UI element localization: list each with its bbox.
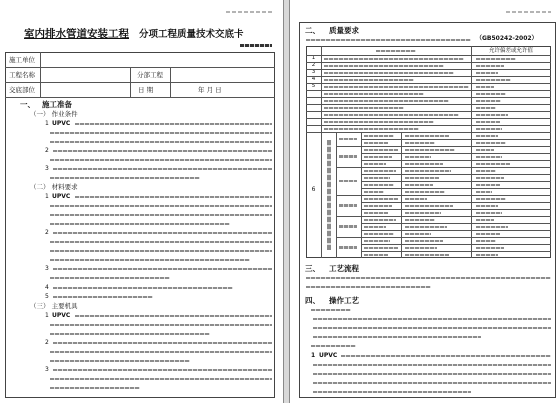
text-line xyxy=(50,241,272,244)
table-cell-text xyxy=(476,114,508,117)
form-code xyxy=(240,44,272,47)
text-line xyxy=(50,223,230,226)
text-line xyxy=(50,141,272,144)
table-rule xyxy=(5,97,275,98)
table-cell-text xyxy=(476,247,504,250)
table-cell-text xyxy=(364,205,392,208)
item-number: 3 xyxy=(45,366,49,373)
table-rule xyxy=(5,82,275,83)
text-line xyxy=(75,196,272,199)
subsection-title: （二） 材料要求 xyxy=(30,183,78,191)
table-rule xyxy=(306,97,551,98)
subsection-title: （一） 作业条件 xyxy=(30,110,78,118)
table-rule xyxy=(361,174,551,175)
table-cell-text xyxy=(476,233,500,236)
table-cell-text xyxy=(405,149,455,152)
page-title xyxy=(24,28,244,41)
table-cell-text xyxy=(405,247,437,250)
section-number: 一、 xyxy=(20,100,35,109)
text-line xyxy=(53,232,272,235)
table-rule xyxy=(361,209,551,210)
text-line xyxy=(306,39,471,42)
table-rule xyxy=(361,223,551,224)
text-line xyxy=(50,159,272,162)
table-cell-text xyxy=(476,156,502,159)
table-rule xyxy=(361,160,551,161)
table-cell-text xyxy=(476,86,494,89)
table-cell-text xyxy=(324,114,459,117)
construction-unit-label: 施工单位 xyxy=(9,56,35,64)
text-line xyxy=(53,296,153,299)
text-line xyxy=(50,177,200,180)
table-cell-text xyxy=(364,142,388,145)
table-cell-text xyxy=(476,163,510,166)
table-rule xyxy=(306,132,551,133)
table-group-label xyxy=(339,204,357,207)
table-group-label xyxy=(339,155,357,158)
text-line xyxy=(313,373,551,376)
table-cell-text xyxy=(324,93,424,96)
table-rule xyxy=(306,69,551,70)
text-line xyxy=(50,351,272,354)
table-cell-text xyxy=(364,219,396,222)
text-line xyxy=(53,168,272,171)
text-line xyxy=(53,342,272,345)
row-number: 5 xyxy=(311,83,316,89)
title-sub: 分项工程质量技术交底卡 xyxy=(139,29,244,40)
date-value: 年 月 日 xyxy=(198,86,222,94)
table-rule xyxy=(5,67,275,68)
table-cell-text xyxy=(405,205,453,208)
table-cell-text xyxy=(364,233,394,236)
table-rule xyxy=(361,251,551,252)
table-cell-text xyxy=(476,212,502,215)
table-cell-text xyxy=(324,100,449,103)
table-cell-text xyxy=(476,58,516,61)
table-cell-text xyxy=(476,121,500,124)
table-group-label xyxy=(339,246,357,249)
item-number: 5 xyxy=(45,293,49,300)
item-number: 3 xyxy=(45,165,49,172)
table-rule xyxy=(361,230,551,231)
row-number: 6 xyxy=(311,186,316,193)
project-name-label: 工程名称 xyxy=(9,71,35,79)
text-line xyxy=(50,360,190,363)
subsection-title: （三） 主要机具 xyxy=(30,302,78,310)
page-number-header xyxy=(506,11,551,13)
section-title: 施工准备 xyxy=(42,100,72,109)
text-line xyxy=(341,355,551,358)
table-rule xyxy=(361,139,551,140)
item-number: 1 xyxy=(45,120,49,127)
text-line xyxy=(50,250,272,253)
table-rule xyxy=(361,153,551,154)
table-cell-text xyxy=(405,254,449,257)
row-number: 3 xyxy=(311,69,316,75)
item-number: 2 xyxy=(45,339,49,346)
table-rule xyxy=(306,62,551,63)
item-number: 3 xyxy=(45,265,49,272)
table-cell-text xyxy=(476,149,494,152)
table-rule xyxy=(40,52,41,97)
table-rule xyxy=(336,216,551,217)
table-cell-text xyxy=(324,65,444,68)
page-number-header xyxy=(226,11,272,13)
table-rule xyxy=(306,118,551,119)
table-cell-text xyxy=(405,191,445,194)
text-line xyxy=(313,336,481,339)
table-rule xyxy=(361,188,551,189)
document-page-right xyxy=(289,0,560,403)
table-cell-text xyxy=(405,233,431,236)
table-cell-text xyxy=(364,149,398,152)
location-label: 交底部位 xyxy=(9,86,35,94)
table-cell-text xyxy=(364,240,390,243)
text-line xyxy=(313,391,471,394)
table-rule xyxy=(306,111,551,112)
table-rule xyxy=(336,195,551,196)
table-cell-text xyxy=(405,198,427,201)
table-cell-text xyxy=(364,135,394,138)
table-cell-text xyxy=(476,79,511,82)
table-cell-text xyxy=(405,212,441,215)
table-cell-text xyxy=(364,191,384,194)
table-cell-text xyxy=(476,107,496,110)
table-cell-text xyxy=(364,163,386,166)
table-cell-text xyxy=(476,205,498,208)
table-cell-text xyxy=(476,219,494,222)
table-cell-text xyxy=(324,128,419,131)
row-number: 1 xyxy=(311,55,316,61)
division-label: 分部工程 xyxy=(137,71,163,79)
table-cell-text xyxy=(476,191,492,194)
table-cell-text xyxy=(405,240,443,243)
table-cell-text xyxy=(476,254,498,257)
table-rule xyxy=(336,167,551,168)
table-cell-text xyxy=(364,212,388,215)
text-line xyxy=(50,205,272,208)
section-title: 质量要求 xyxy=(329,26,359,35)
column-header-item xyxy=(376,50,416,53)
section-number: 二、 xyxy=(305,26,320,35)
text-line xyxy=(50,387,140,390)
item-number: 1 xyxy=(45,193,49,200)
table-cell-text xyxy=(405,163,443,166)
text-line xyxy=(50,259,250,262)
table-rule xyxy=(306,83,551,84)
table-cell-text xyxy=(405,156,431,159)
item-number: 1 xyxy=(45,312,49,319)
keyword: UPVC xyxy=(52,312,71,319)
table-group-label xyxy=(339,180,357,183)
text-line xyxy=(75,315,272,318)
row-number: 2 xyxy=(311,62,316,68)
table-rule xyxy=(471,46,472,258)
text-line xyxy=(75,123,272,126)
table-cell-text xyxy=(476,100,501,103)
row-number: 4 xyxy=(311,76,316,82)
keyword: UPVC xyxy=(52,193,71,200)
table-cell-text xyxy=(364,177,390,180)
standard-code: （GB50242-2002） xyxy=(476,35,538,42)
text-line xyxy=(53,287,233,290)
table-cell-text xyxy=(476,135,498,138)
table-rule xyxy=(336,146,551,147)
table-cell-text xyxy=(476,184,500,187)
item-number: 1 xyxy=(311,352,316,359)
table-cell-text xyxy=(405,184,433,187)
text-line xyxy=(313,382,551,385)
table-cell-text xyxy=(364,254,388,257)
item-number: 4 xyxy=(45,284,49,291)
text-line xyxy=(311,309,351,312)
table-cell-text xyxy=(476,142,506,145)
text-line xyxy=(50,214,272,217)
keyword: UPVC xyxy=(319,352,338,359)
table-rule xyxy=(361,202,551,203)
section-number: 三、 xyxy=(305,264,320,273)
table-rule xyxy=(306,125,551,126)
section-number: 四、 xyxy=(305,296,320,305)
table-cell-text xyxy=(405,226,447,229)
table-cell-text xyxy=(364,184,394,187)
table-cell-text xyxy=(405,177,439,180)
text-line xyxy=(53,369,272,372)
table-rule xyxy=(321,46,322,258)
text-line xyxy=(313,318,551,321)
text-line xyxy=(50,324,272,327)
table-cell-text xyxy=(476,177,504,180)
table-cell-text xyxy=(476,240,496,243)
text-line xyxy=(313,327,551,330)
table-rule xyxy=(306,104,551,105)
table-cell-text xyxy=(476,72,498,75)
text-line xyxy=(311,345,356,348)
text-line xyxy=(50,333,210,336)
column-header-tolerance: 允许偏差或允许值 xyxy=(488,48,533,54)
table-cell-text xyxy=(364,198,398,201)
table-cell-text xyxy=(324,121,434,124)
table-cell-text xyxy=(324,107,404,110)
text-line xyxy=(50,277,170,280)
text-line xyxy=(53,150,272,153)
table-cell-text xyxy=(476,65,504,68)
table-rule xyxy=(306,55,551,56)
table-rule xyxy=(306,90,551,91)
table-cell-text xyxy=(364,156,392,159)
table-cell-text xyxy=(476,226,508,229)
table-rule xyxy=(361,181,551,182)
vertical-row-label xyxy=(327,140,331,250)
process-flow-line xyxy=(306,286,431,289)
table-cell-text xyxy=(324,58,464,61)
table-cell-text xyxy=(476,128,502,131)
table-cell-text xyxy=(476,198,506,201)
table-cell-text xyxy=(476,93,506,96)
table-cell-text xyxy=(364,170,396,173)
section-title: 操作工艺 xyxy=(329,296,359,305)
table-rule xyxy=(361,244,551,245)
table-cell-text xyxy=(324,72,454,75)
table-rule xyxy=(336,237,551,238)
table-cell-text xyxy=(405,170,451,173)
table-cell-text xyxy=(324,79,414,82)
text-line xyxy=(313,364,551,367)
table-rule xyxy=(130,67,131,97)
section-title: 工艺流程 xyxy=(329,264,359,273)
item-number: 2 xyxy=(45,147,49,154)
table-rule xyxy=(170,67,171,97)
table-cell-text xyxy=(476,170,496,173)
table-cell-text xyxy=(364,247,398,250)
date-label: 日 期 xyxy=(138,86,154,94)
table-group-label xyxy=(339,225,357,228)
text-line xyxy=(50,132,272,135)
table-group-label xyxy=(339,138,357,141)
table-cell-text xyxy=(405,142,435,145)
table-cell-text xyxy=(405,135,449,138)
table-cell-text xyxy=(324,86,469,89)
item-number: 2 xyxy=(45,229,49,236)
table-rule xyxy=(306,76,551,77)
keyword: UPVC xyxy=(52,120,71,127)
process-flow-line xyxy=(306,277,551,280)
text-line xyxy=(50,378,272,381)
table-cell-text xyxy=(405,219,435,222)
title-main: 室内排水管道安装工程 xyxy=(24,28,129,40)
text-line xyxy=(53,268,272,271)
table-cell-text xyxy=(364,226,386,229)
